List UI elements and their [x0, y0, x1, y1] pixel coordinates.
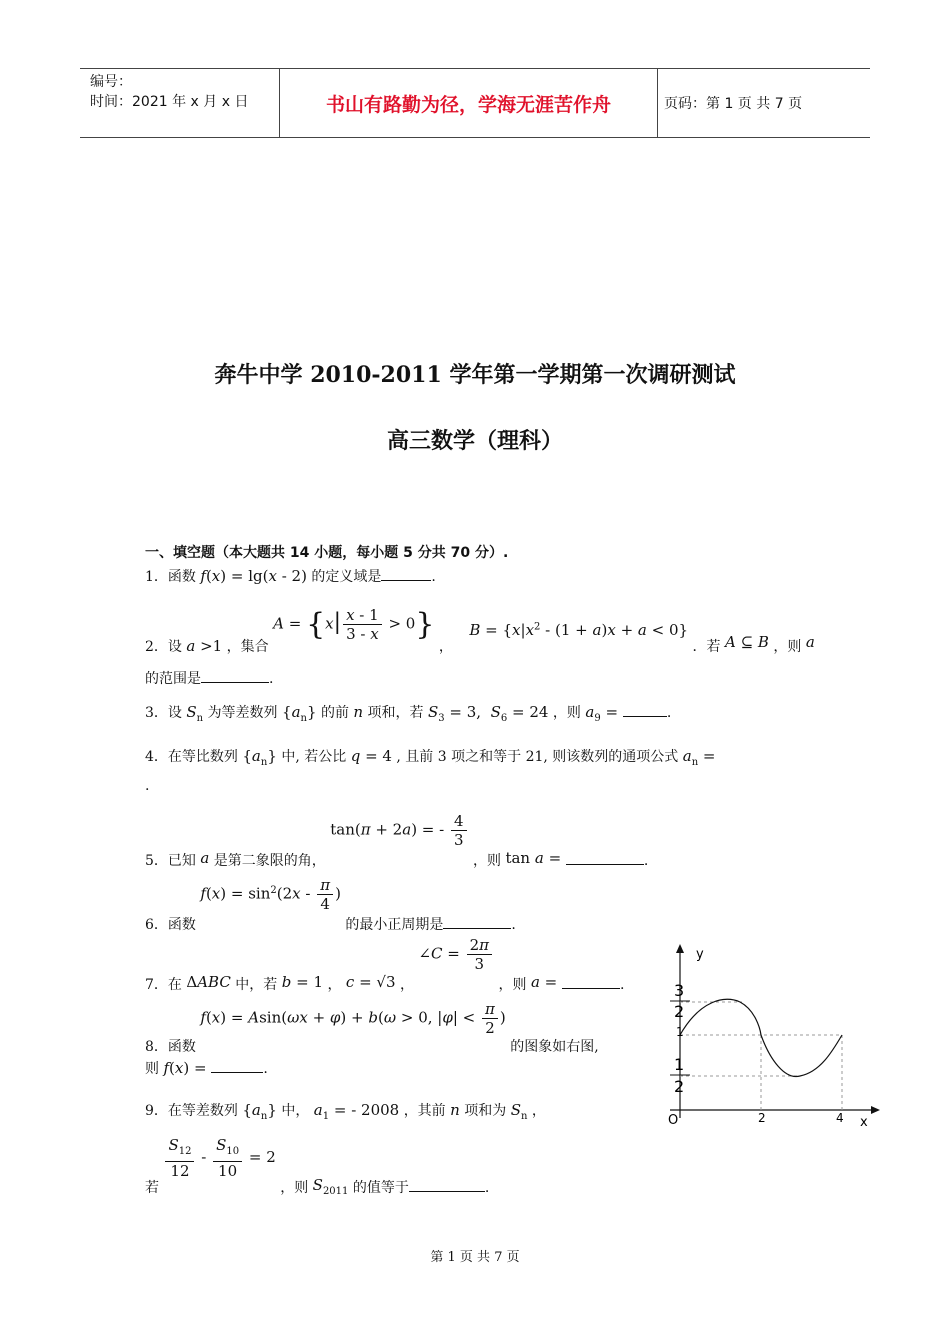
question-8: 8．函数 f(x) = Asin(ωx + φ) + b(ω > 0, |φ| < $\frac{\pi}{2}$ ) 的图象如右图,	[145, 1000, 599, 1055]
question-4-end: .	[145, 778, 150, 794]
exam-title: 奔牛中学 2010-2011 学年第一学期第一次调研测试	[214, 362, 736, 388]
x-tick-2: 2	[758, 1111, 766, 1125]
answer-blank	[381, 566, 431, 581]
question-1: 1．函数 f(x) = lg(x - 2) 的定义域是 .	[145, 567, 436, 585]
header-table	[80, 68, 870, 138]
question-8-line2: 则 f(x) = .	[145, 1059, 268, 1077]
origin-label: O	[668, 1113, 679, 1128]
set-b-formula: $B = \{x|x^2 - (1 + a)x + a < 0\}$	[469, 621, 689, 639]
set-a-formula: A = {x| $\frac{x - 1}{3 - x}$ > 0}	[273, 606, 435, 643]
header-info	[80, 69, 280, 137]
function-graph	[660, 940, 885, 1130]
function-formula: f(x) = Asin(ωx + φ) + b(ω > 0, |φ| < $\frac{\pi}{2}$ )	[200, 1000, 506, 1037]
section-heading: 一、填空题（本大题共 14 小题，每小题 5 分共 70 分）.	[145, 545, 509, 561]
exam-subtitle: 高三数学（理科）	[386, 428, 563, 454]
answer-blank	[623, 702, 667, 717]
question-9-line2: 若 $\frac{S_{12}}{12}$ - $\frac{S_{10}}{10}$ = 2 ，则 $S_{2011}$ 的值等于 .	[145, 1136, 490, 1197]
angle-formula: ∠C = $\frac{2\pi}{3}$	[418, 936, 494, 973]
answer-blank	[566, 850, 644, 865]
question-9: 9．在等差数列 $\{a_n\}$ 中， $a_1$ = - 2008 ，其前 n 项和为 $S_n$ ，	[145, 1101, 546, 1122]
question-2: 2．设 a >1 ，集合 A = {x| $\frac{x - 1}{3 - x}$ > 0} ， $B = \{x|x^2 - (1 + a)x + a < 0\}$ ．若 A ⊆ B ，则 a	[145, 606, 815, 655]
x-axis-arrow	[871, 1106, 880, 1114]
question-6: 6．函数 $f(x) = \sin^2(2x$ - $\frac{\pi}{4}$ ) 的最小正周期是 .	[145, 876, 516, 933]
answer-blank	[201, 668, 269, 683]
x-label: x	[860, 1115, 868, 1130]
question-2-line2: 的范围是 .	[145, 668, 273, 688]
motto: 书山有路勤为径，学海无涯苦作舟	[280, 69, 658, 137]
time-label: 时间：2021 年 x 月 x 日	[90, 94, 249, 110]
number-label: 编号：	[90, 74, 132, 90]
answer-blank	[562, 974, 620, 989]
y-tick-mid: 1	[676, 1025, 684, 1039]
question-3: 3．设 $S_n$ 为等差数列 $\{a_n\}$ 的前 n 项和，若 $S_3 = 3$, $S_6 = 24$ ，则 $a_9$ = .	[145, 703, 672, 724]
y-tick-low-den: 2	[674, 1077, 685, 1096]
sin-formula: $f(x) = \sin^2(2x$ - $\frac{\pi}{4}$ )	[200, 876, 341, 913]
question-7: 7．在 ΔABC 中，若 b = 1 ， c = √3 ， ∠C = $\frac{2\pi}{3}$ ，则 a = .	[145, 936, 625, 993]
y-axis-arrow	[676, 944, 684, 953]
question-4: 4．在等比数列 $\{a_n\}$ 中, 若公比 q = 4 , 且前 3 项之和等于 21, 则该数列的通项公式 $a_n$ =	[145, 747, 716, 768]
y-tick-top-num: 3	[674, 981, 685, 1000]
answer-blank	[409, 1177, 485, 1192]
y-tick-top-den: 2	[674, 1002, 685, 1021]
sum-ratio-formula: $\frac{S_{12}}{12}$ - $\frac{S_{10}}{10}$ = 2	[163, 1136, 275, 1180]
answer-blank	[211, 1058, 263, 1073]
x-tick-4: 4	[836, 1111, 844, 1125]
question-5: 5．已知 a 是第二象限的角， tan(π + 2a) = - $\frac{4}{3}$ ，则 tan a = .	[145, 812, 649, 869]
formula: f	[200, 567, 206, 585]
y-label: y	[696, 947, 704, 962]
y-tick-low-num: 1	[674, 1055, 685, 1074]
page-label: 页码：第 1 页 共 7 页	[664, 96, 803, 112]
page-footer: 第 1 页 共 7 页	[430, 1250, 520, 1265]
answer-blank	[443, 914, 511, 929]
tan-formula: tan(π + 2a) = - $\frac{4}{3}$	[330, 812, 468, 849]
